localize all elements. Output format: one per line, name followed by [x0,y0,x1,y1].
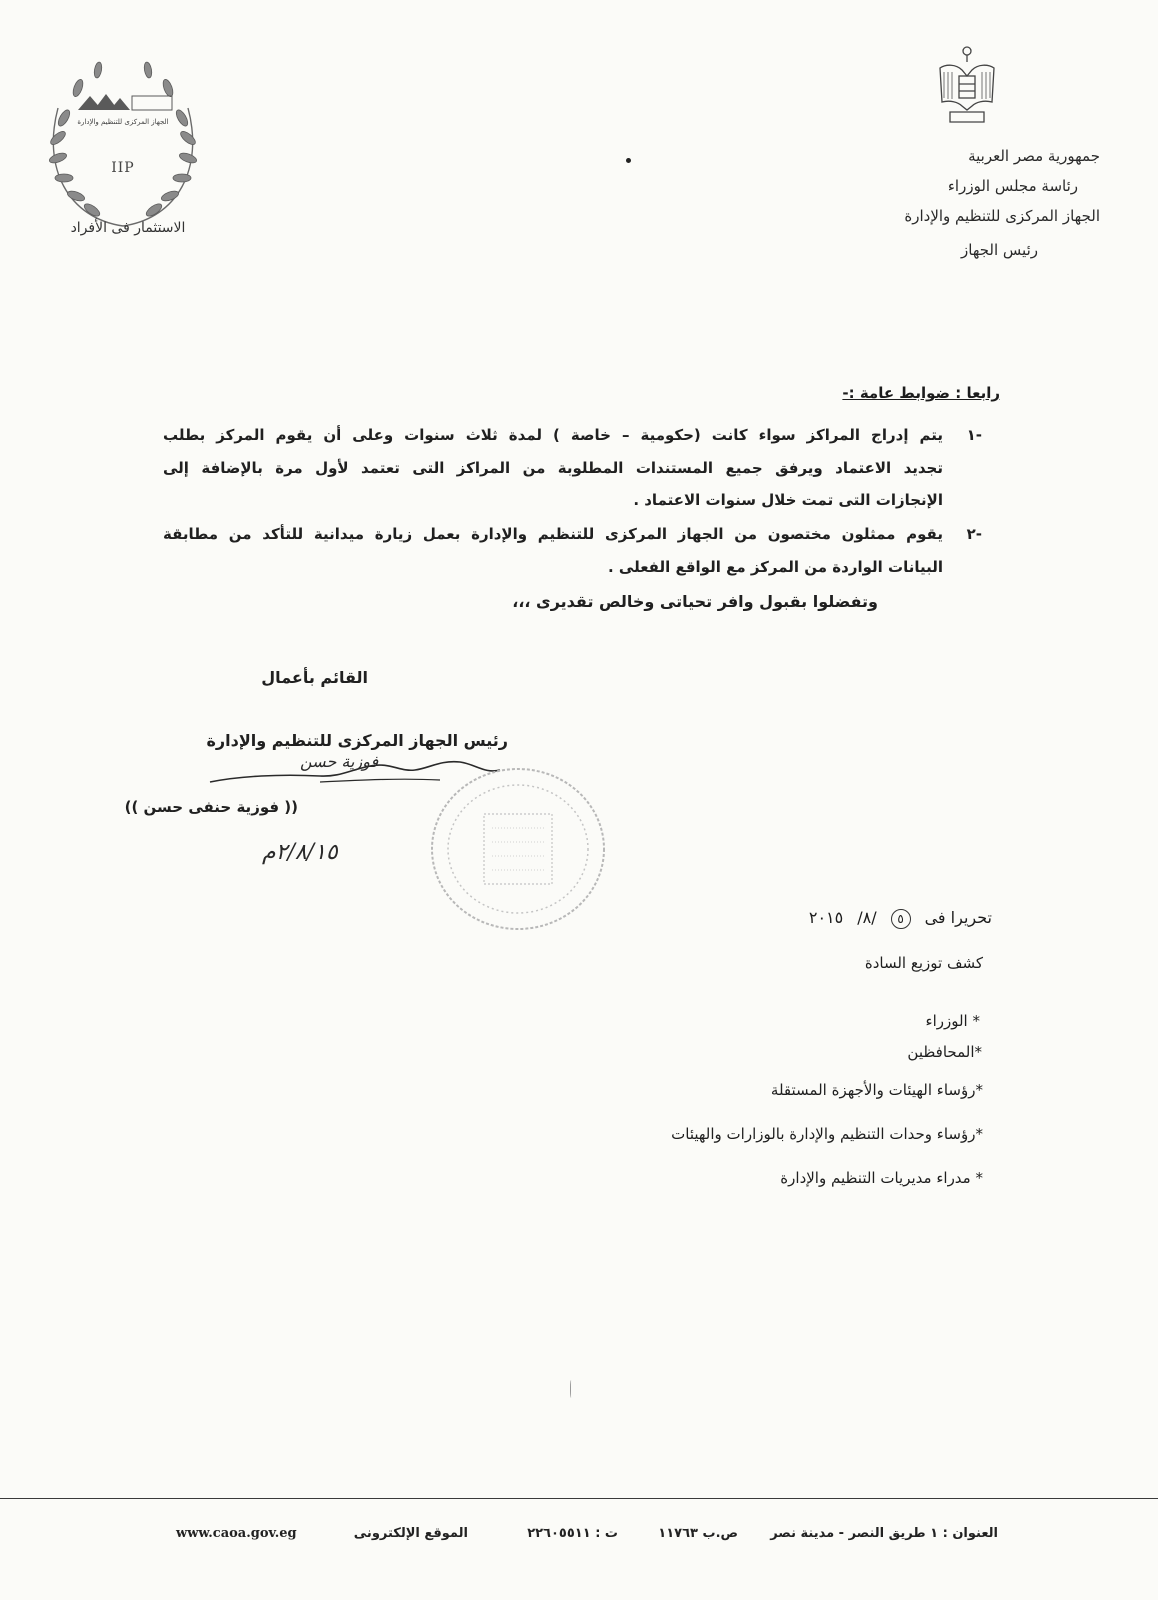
distribution-item: *المحافظين [907,1043,982,1061]
distribution-item: *رؤساء وحدات التنظيم والإدارة بالوزارات والهيئات [671,1125,983,1143]
footer-phone: ت : ٢٢٦٠٥٥١١ [527,1526,618,1541]
dated-month: /٨/ [857,908,877,927]
footer-address: العنوان : ١ طريق النصر - مدينة نصر [770,1526,998,1541]
logo-tagline: الاستثمار فى الأفراد [70,220,186,236]
letterhead-line-country: جمهورية مصر العربية [968,147,1100,165]
handwritten-name: فوزية حسن [300,752,379,771]
signature-name: (( فوزية حنفى حسن )) [124,798,298,816]
footer-website-link[interactable]: www.caoa.gov.eg [176,1526,297,1541]
item-2-line-1: يقوم ممثلون مختصون من الجهاز المركزى للتنظيم والإدارة بعمل زيارة ميدانية للتأكد من مطابقة [163,525,943,543]
wreath-emblem [28,48,218,248]
letterhead-line-cabinet: رئاسة مجلس الوزراء [947,177,1078,195]
letterhead-line-head: رئيس الجهاز [961,241,1038,259]
handwritten-date: ٢/٨/١٥م [262,840,338,865]
footer-pobox: ص.ب ١١٧٦٣ [658,1526,738,1541]
footer-rule [0,1498,1158,1499]
org-logo [28,48,218,248]
logo-mark: IIP [111,160,135,176]
item-1-line-3: الإنجازات التى تمت خلال سنوات الاعتماد . [633,491,943,509]
dated-year: ٢٠١٥ [808,908,844,927]
item-1-line-2: تجديد الاعتماد ويرفق جميع المستندات المطلوبة من المراكز التى تعتمد لأول مرة بالإضافة إلى [163,459,943,477]
distribution-item: * مدراء مديريات التنظيم والإدارة [780,1169,983,1187]
scan-mark [570,1380,573,1398]
item-1-number: ١- [966,426,982,444]
letterhead-line-agency: الجهاز المركزى للتنظيم والإدارة [904,207,1100,225]
distribution-title: كشف توزيع السادة [864,954,983,972]
item-1-line-1: يتم إدراج المراكز سواء كانت (حكومية – خاصة ) لمدة ثلاث سنوات وعلى أن يقوم المركز بطلب [163,426,943,444]
signature-role: القائم بأعمال [261,668,368,687]
closing-line: وتفضلوا بقبول وافر تحياتى وخالص تقديرى ،،، [512,592,878,611]
dated-day: ٥ [891,909,911,929]
section-heading: رابعا : ضوابط عامة :- [842,384,1000,402]
scan-dot [626,158,631,163]
distribution-item: *رؤساء الهيئات والأجهزة المستقلة [770,1081,983,1099]
signature-title: رئيس الجهاز المركزى للتنظيم والإدارة [206,731,508,750]
logo-org-name: الجهاز المركزى للتنظيم والإدارة [77,118,169,126]
official-stamp [428,764,608,934]
dated-label: تحريرا فى [924,908,992,927]
item-2-line-2: البيانات الواردة من المركز مع الواقع الفعلى . [607,558,943,576]
item-2-number: ٢- [966,525,982,543]
footer-website-label: الموقع الإلكترونى [353,1526,468,1541]
dated-line [809,908,992,929]
eagle-emblem-icon [936,42,998,128]
distribution-item: * الوزراء [925,1012,980,1030]
